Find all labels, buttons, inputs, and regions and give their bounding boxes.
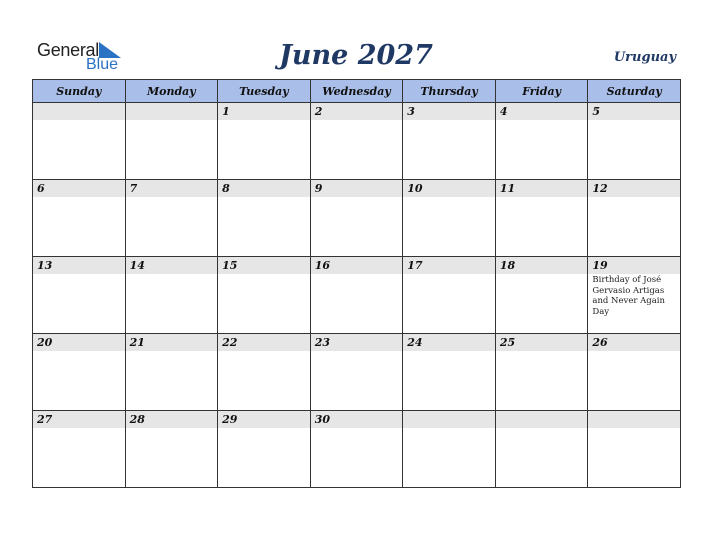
empty-day-cell [125,103,218,180]
empty-day-cell [33,103,126,180]
day-cell[interactable] [495,103,588,180]
day-number: 30 [311,411,403,428]
day-number: 20 [33,334,125,351]
day-number: 3 [403,103,495,120]
day-cell[interactable] [310,257,403,334]
day-cell[interactable] [588,180,681,257]
day-cell[interactable] [403,180,496,257]
weekday-saturday: Saturday [588,80,681,103]
empty-day-cell [588,411,681,488]
day-number [496,411,588,428]
day-cell[interactable] [588,257,681,334]
day-number: 1 [218,103,310,120]
day-number: 17 [403,257,495,274]
day-cell[interactable] [218,180,311,257]
day-number: 9 [311,180,403,197]
day-number [33,103,125,120]
day-number: 22 [218,334,310,351]
day-cell[interactable] [495,257,588,334]
day-cell[interactable] [33,180,126,257]
day-cell[interactable] [218,334,311,411]
calendar-grid [32,79,681,488]
day-number: 23 [311,334,403,351]
day-number: 14 [126,257,218,274]
country-label: Uruguay [613,50,676,65]
day-number: 6 [33,180,125,197]
day-cell[interactable] [403,103,496,180]
empty-day-cell [495,411,588,488]
day-cell[interactable] [218,257,311,334]
day-number: 11 [496,180,588,197]
weekday-thursday: Thursday [403,80,496,103]
day-cell[interactable] [125,257,218,334]
week-row [33,103,681,180]
day-cell[interactable] [310,180,403,257]
day-cell[interactable] [125,180,218,257]
day-cell[interactable] [310,411,403,488]
weekday-sunday: Sunday [33,80,126,103]
week-row [33,334,681,411]
logo-text-general: General [37,40,99,60]
day-number: 4 [496,103,588,120]
day-number: 18 [496,257,588,274]
day-cell[interactable] [125,334,218,411]
day-number: 28 [126,411,218,428]
day-number: 15 [218,257,310,274]
weekday-header-row [33,80,681,103]
day-number: 24 [403,334,495,351]
holiday-label: Birthday of José Gervasio Artigas and Never Again Day [592,275,665,317]
day-number [126,103,218,120]
day-number: 7 [126,180,218,197]
day-cell[interactable] [33,411,126,488]
week-row [33,411,681,488]
day-cell[interactable] [218,103,311,180]
day-number: 8 [218,180,310,197]
day-cell[interactable] [588,334,681,411]
day-cell[interactable] [403,334,496,411]
day-number [588,411,680,428]
week-row [33,180,681,257]
page-title: June 2027 [279,40,433,71]
day-cell[interactable] [495,180,588,257]
weekday-friday: Friday [495,80,588,103]
day-cell[interactable] [588,103,681,180]
day-cell[interactable] [125,411,218,488]
day-number: 13 [33,257,125,274]
day-number: 5 [588,103,680,120]
empty-day-cell [403,411,496,488]
day-cell[interactable] [403,257,496,334]
day-number [403,411,495,428]
day-cell[interactable] [33,334,126,411]
day-number: 25 [496,334,588,351]
day-number: 12 [588,180,680,197]
day-number: 2 [311,103,403,120]
day-number: 10 [403,180,495,197]
weekday-monday: Monday [125,80,218,103]
week-row [33,257,681,334]
logo-text-blue: Blue [86,56,119,73]
day-number: 27 [33,411,125,428]
day-number: 26 [588,334,680,351]
day-cell[interactable] [218,411,311,488]
day-cell[interactable] [310,103,403,180]
day-cell[interactable] [33,257,126,334]
day-number: 21 [126,334,218,351]
weekday-wednesday: Wednesday [310,80,403,103]
weekday-tuesday: Tuesday [218,80,311,103]
day-cell[interactable] [310,334,403,411]
day-number: 16 [311,257,403,274]
calendar-body [33,103,681,488]
day-number: 29 [218,411,310,428]
day-cell[interactable] [495,334,588,411]
day-number: 19 [588,257,680,274]
